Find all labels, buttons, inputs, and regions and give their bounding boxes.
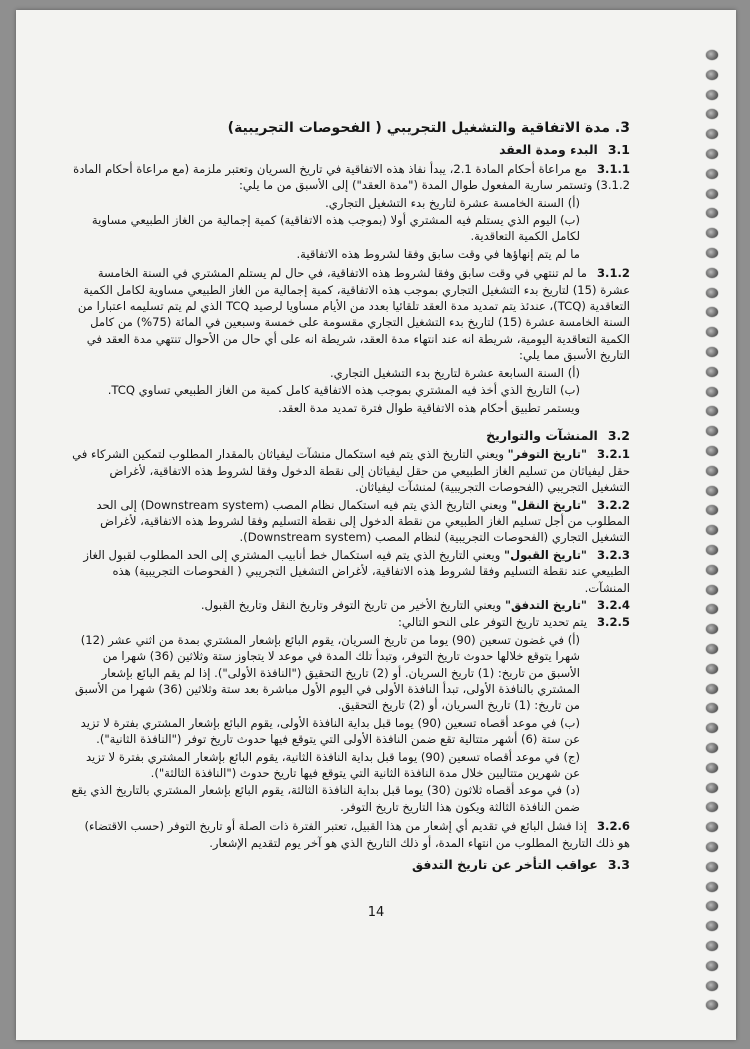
clause-3-2-5-a: (أ) في غضون تسعين (90) يوما من تاريخ السريان، يقوم البائع بإشعار المشتري بمدة من اثني عشر (12) شهرا يتوقع خلالها حدوث تاريخ التوفر، وتبدأ تلك المدة في موعد لا يتجاوز ستة وثلاثين (36) شهرا من الأسبق من تاريخ: (1) تاريخ السريان. أو (2) تاريخ التحقيق ("النافذة الأولى"). إذا لم يقم البائع بإشعار المشتري بالنافذة الأولى، تبدأ النافذة الأولى في اليوم الأول مباشرة بعد ستة وثلاثين (36) شهرا من الأسبق من تاريخ: (1) تاريخ السريان، أو (2) تاريخ التحقيق. <box>74 632 580 713</box>
binder-ring <box>706 505 718 515</box>
binder-ring <box>706 327 718 337</box>
binder-ring <box>706 723 718 733</box>
clause-3-2-5-c: (ج) في موعد أقصاه تسعين (90) يوما قبل بداية النافذة الثانية، يقوم البائع بإشعار المشتري بفترة لا تزيد عن شهرين متتاليين خلال مدة النافذة الثانية التي يتوقع فيها تاريخ حدوث ("النافذة الثالثة"). <box>85 749 580 781</box>
clause-3-1-2-a: (أ) السنة السابعة عشرة لتاريخ بدء التشغيل التجاري. <box>329 365 580 380</box>
binder-ring <box>706 50 718 60</box>
document-body <box>70 120 630 875</box>
binder-ring <box>706 783 718 793</box>
binder-ring <box>706 367 718 377</box>
binder-ring <box>706 208 718 218</box>
clause-3-1-1-end: ما لم يتم إنهاؤها في وقت سابق وفقا لشروط هذه الاتفاقية. <box>296 246 580 261</box>
binder-ring <box>706 248 718 258</box>
binder-ring <box>706 525 718 535</box>
clause-3-2-5: 3.2.5يتم تحديد تاريخ التوفر على النحو التالي: <box>398 615 630 630</box>
binder-ring <box>706 565 718 575</box>
binder-ring <box>706 585 718 595</box>
clause-3-2-5-b: (ب) في موعد أقصاه تسعين (90) يوما قبل بداية النافذة الأولى، يقوم البائع بإشعار المشتري بفترة لا تزيد عن ستة (6) أشهر متتالية تقع ضمن النافذة الأولى التي يتوقع فيها حدوث تاريخ توفر ("النافذة الثانية"). <box>80 715 580 747</box>
binder-ring <box>706 981 718 991</box>
binder-ring <box>706 961 718 971</box>
binder-ring <box>706 426 718 436</box>
binder-ring <box>706 604 718 614</box>
binder-ring <box>706 644 718 654</box>
clause-3-2-4: 3.2.4"تاريخ التدفق" ويعني التاريخ الأخير من تاريخ التوفر وتاريخ النقل وتاريخ القبول. <box>200 597 630 612</box>
binder-ring <box>706 90 718 100</box>
clause-3-1-1-b: (ب) اليوم الذي يستلم فيه المشتري أولا (بموجب هذه الاتفاقية) كمية إجمالية من الغاز الطبيعي مساوية لكامل الكمية التعاقدية. <box>91 213 580 244</box>
binder-ring <box>706 149 718 159</box>
binder-ring <box>706 763 718 773</box>
binder-ring <box>706 862 718 872</box>
binder-ring <box>706 921 718 931</box>
binder-ring <box>706 684 718 694</box>
binder-ring <box>706 268 718 278</box>
binder-ring <box>706 624 718 634</box>
binder-ring <box>706 109 718 119</box>
binder-ring <box>706 545 718 555</box>
binder-ring <box>706 842 718 852</box>
clause-3-2-3: 3.2.3"تاريخ القبول" ويعني التاريخ الذي يتم فيه استكمال خط أنابيب المشتري إلى الحد المطلوب لقبول الغاز الطبيعي عند نقطة التسليم وفقا لشروط هذه الاتفاقية، لأغراض التشغيل التجريبي ( الفحوصات التجريبية) هذه المنشآت. <box>83 547 630 595</box>
binder-ring <box>706 822 718 832</box>
binder-ring <box>706 347 718 357</box>
clause-3-1-2-b: (ب) التاريخ الذي أخذ فيه المشتري بموجب هذه الاتفاقية كامل كمية من الغاز الطبيعي تساوي TCQ. <box>107 383 580 398</box>
clause-3-1-1: 3.1.1مع مراعاة أحكام المادة 2.1، يبدأ نفاذ هذه الاتفاقية في تاريخ السريان وتعتبر ملزمة (مع مراعاة أحكام المادة 3.1.2) وتستمر سارية المفعول طوال المدة ("مدة العقد") إلى الأسبق من ما يلي: <box>73 161 630 193</box>
section-3-3-heading: 3.3عواقب التأخر عن تاريخ التدفق <box>411 857 630 873</box>
binder-ring <box>706 288 718 298</box>
binder-ring <box>706 664 718 674</box>
binder-ring <box>706 307 718 317</box>
binder-ring <box>706 446 718 456</box>
section-3-heading: 3. مدة الاتفاقية والتشغيل التجريبي ( الفحوصات التجريبية) <box>227 120 630 136</box>
clause-3-2-1: 3.2.1"تاريخ التوفر" ويعني التاريخ الذي يتم فيه استكمال منشآت ليفياثان بالمقدار المطلوب لتمكين الشركاء في حقل ليفياثان من تسليم الغاز الطبيعي من حقل ليفياثان إلى نقطة الدخول وفقا لشروط هذه الاتفاقية، لأغراض التشغيل التجريبي (الفحوصات التجريبية) لمنشآت ليفياثان. <box>72 447 630 495</box>
binder-ring <box>706 743 718 753</box>
binder-ring <box>706 1000 718 1010</box>
binder-ring <box>706 406 718 416</box>
section-3-1-heading: 3.1البدء ومدة العقد <box>499 142 630 158</box>
binder-ring <box>706 189 718 199</box>
binder-ring <box>706 129 718 139</box>
binder-ring <box>706 169 718 179</box>
binder-ring <box>706 703 718 713</box>
document-page <box>16 10 736 1040</box>
clause-3-2-5-d: (د) في موعد أقصاه ثلاثون (30) يوما قبل بداية النافذة الثالثة، يقوم البائع بإشعار المشتري بالتاريخ الذي يقع ضمن النافذة الثالثة ويكون هذا التاريخ تاريخ التوفر. <box>71 783 580 814</box>
binder-ring <box>706 941 718 951</box>
section-3-2-heading: 3.2المنشآت والتواريخ <box>486 427 630 443</box>
binder-ring <box>706 228 718 238</box>
binder-ring <box>706 882 718 892</box>
clause-3-1-2-end: ويستمر تطبيق أحكام هذه الاتفاقية طوال فترة تمديد مدة العقد. <box>278 400 580 415</box>
clause-3-1-1-a: (أ) السنة الخامسة عشرة لتاريخ بدء التشغيل التجاري. <box>325 195 580 210</box>
binder-rings <box>706 50 722 1030</box>
clause-3-2-6: 3.2.6إذا فشل البائع في تقديم أي إشعار من هذا القبيل، تعتبر الفترة ذات الصلة أو تاريخ التوفر (حسب الاقتضاء) هو ذلك التاريخ المطلوب من انتهاء المدة، أو ذلك التاريخ الذي هو آخر يوم لتقديم الإشعار. <box>84 819 630 850</box>
binder-ring <box>706 387 718 397</box>
clause-3-1-2: 3.1.2ما لم تنتهي في وقت سابق وفقا لشروط هذه الاتفاقية، في حال لم يستلم المشتري في السنة الخامسة عشرة (15) لتاريخ بدء التشغيل التجاري بموجب هذه الاتفاقية، كمية إجمالية من الغاز الطبيعي مساوية لكامل الكمية التعاقدية (TCQ)، عندئذ يتم تمديد مدة العقد تلقائيا بعدد من الأيام مساويا لرصيد TCQ الذي لم يتم تسليمه اعتبارا من السنة الخامسة عشرة (15) لتاريخ بدء التشغيل التجاري مقسومة على خمسة وسبعين في المائة (75%) من كامل الكمية التعاقدية اليومية، شريطة انه عند انتهاء مدة العقد، شريطة انه على أي حال من الأحوال تنتهي مدة العقد في التاريخ الأسبق مما يلي: <box>77 266 630 363</box>
binder-ring <box>706 486 718 496</box>
binder-ring <box>706 70 718 80</box>
binder-ring <box>706 802 718 812</box>
binder-ring <box>706 466 718 476</box>
clause-3-2-2: 3.2.2"تاريخ النقل" ويعني التاريخ الذي يتم فيه استكمال نظام المصب (Downstream system) إلى الحد المطلوب من أجل تسليم الغاز الطبيعي من نقطة الدخول إلى نقطة التسليم وفقا لشروط هذه الاتفاقية، لأغراض التشغيل التجاري (الفحوصات التجريبية) لنظام المصب (Downstream system). <box>96 497 630 545</box>
page-number: 14 <box>367 905 385 920</box>
